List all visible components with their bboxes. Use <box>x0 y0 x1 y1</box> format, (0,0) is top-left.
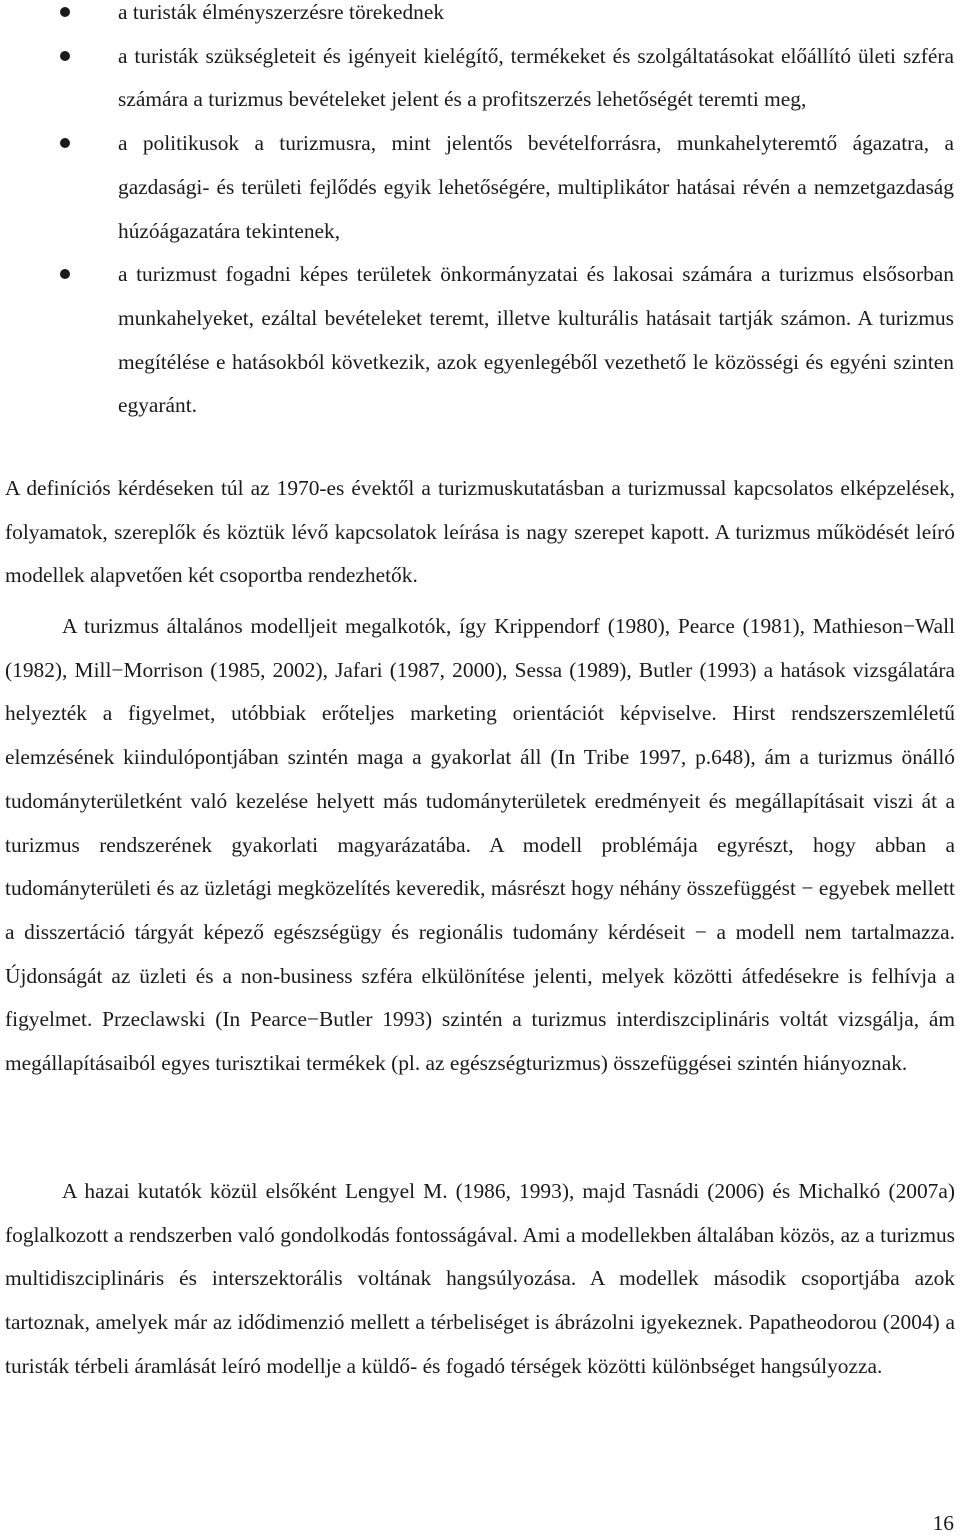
bullet-dot-icon <box>60 138 70 148</box>
bullet-item <box>0 35 960 122</box>
paragraph-hungarian-research: A hazai kutatók közül elsőként Lengyel M. (1986, 1993), majd Tasnádi (2006) és Michalkó (2007a) foglalkozott a rendszerben való gondolkodás fontosságával. Ami a modellekben általában közös, az a turizmus multidiszciplináris és interszektorális voltának hangsúlyozása. A modellek második csoportjába azok tartoznak, amelyek már az idődimenzió mellett a térbeliséget is ábrázolni igyekeznek. Papatheodorou (2004) a turisták térbeli áramlását leíró modellje a küldő- és fogadó térségek közötti különbséget hangsúlyozza. <box>5 1179 955 1378</box>
bullet-list <box>0 0 960 428</box>
bullet-item <box>0 253 960 428</box>
paragraph-general-models: A turizmus általános modelljeit megalkotók, így Krippendorf (1980), Pearce (1981), Mathieson−Wall (1982), Mill−Morrison (1985, 2002), Jafari (1987, 2000), Sessa (1989), Butler (1993) a hatások vizsgálatára helyezték a figyelmet, utóbbiak erőteljes marketing orientációt képviselve. Hirst rendszerszemléletű elemzésének kiindulópontjában szintén maga a gyakorlat áll (In Tribe 1997, p.648), ám a turizmus önálló tudományterületként való kezelése helyett más tudományterületek eredményeit és megállapításait viszi át a turizmus rendszerének gyakorlati magyarázatába. A modell problémája egyrészt, hogy abban a tudományterületi és az üzletági megközelítés keveredik, másrészt hogy néhány összefüggést − egyebek mellett a disszertáció tárgyát képező egészségügy és regionális tudomány kérdéseit − a modell nem tartalmazza. Újdonságát az üzleti és a non-business szféra elkülönítése jelenti, melyek közötti átfedésekre is felhívja a figyelmet. Przeclawski (In Pearce−Butler 1993) szintén a turizmus interdiszciplináris voltát vizsgálja, ám megállapításaiból egyes turisztikai termékek (pl. az egészségturizmus) összefüggései szintén hiányoznak. <box>5 614 955 1076</box>
bullet-text: a turisták élményszerzésre törekednek <box>118 0 445 24</box>
bullet-text: a turisták szükségleteit és igényeit kielégítő, termékeket és szolgáltatásokat előállító ületi szféra számára a turizmus bevételeket jelent és a profitszerzés lehetőségét teremti meg, <box>118 43 954 112</box>
bullet-text: a politikusok a turizmusra, mint jelentős bevételforrásra, munkahelyteremtő ágazatra, a gazdasági- és területi fejlődés egyik lehetőségére, multiplikátor hatásai révén a nemzetgazdaság húzóágazatára tekintenek, <box>118 131 954 243</box>
bullet-item <box>0 0 960 35</box>
paragraph-models-intro: A definíciós kérdéseken túl az 1970-es évektől a turizmuskutatásban a turizmussal kapcsolatos elképzelések, folyamatok, szereplők és köztük lévő kapcsolatok leírása is nagy szerepet kapott. A turizmus működését leíró modellek alapvetően két csoportba rendezhetők. <box>5 476 955 588</box>
bullet-dot-icon <box>60 7 70 17</box>
page-number: 16 <box>932 1511 954 1535</box>
bullet-text: a turizmust fogadni képes területek önkormányzatai és lakosai számára a turizmus elsősorban munkahelyeket, ezáltal bevételeket teremt, illetve kulturális hatásait tartják számon. A turizmus megítélése e hatásokból következik, azok egyenlegéből vezethető le közösségi és egyéni szinten egyaránt. <box>118 262 954 418</box>
bullet-item <box>0 122 960 253</box>
bullet-dot-icon <box>60 269 70 279</box>
bullet-dot-icon <box>60 51 70 61</box>
